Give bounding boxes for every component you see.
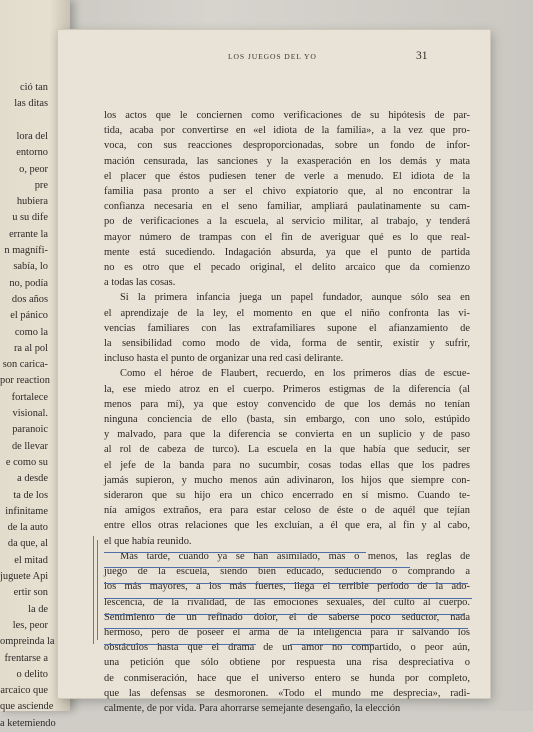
paragraph	[104, 108, 470, 290]
text-line: juego de la escuela, siendo bien educado, seduciendo o comprando a	[104, 566, 470, 578]
text-line: no es otro que el pecado original, el delito arcaico que da comienzo	[104, 262, 470, 274]
left-page-line: arcaico que	[0, 685, 48, 697]
text-line: el que había reunido.	[104, 535, 192, 547]
text-line: que las defensas se desmoronen. «Todo el mundo me desprecia», radi-	[104, 687, 470, 699]
text-line: el aprendizaje de la ley, el momento en que el niño confronta las vi-	[104, 307, 470, 319]
left-page-line: de la auto	[7, 522, 48, 534]
left-page-line: visional.	[12, 408, 48, 419]
left-page-line: no, podía	[9, 277, 48, 289]
text-line: calmente, de por vida. Para ahorrarse semejante desengaño, la elección	[104, 702, 401, 714]
text-line: Como el héroe de Flaubert, recuerdo, en los primeros días de escue-	[120, 368, 470, 380]
text-line: hermoso, pero de poseer el arma de la inteligencia para ir salvando los	[104, 626, 470, 638]
running-head: LOS JUEGOS DEL YO	[228, 52, 317, 61]
text-line: de conmiseración, hace que el universo entero se hunda por completo,	[104, 672, 470, 684]
text-line: entre ellos otras relaciones que les excluían, a él que era, al fin y al cabo,	[104, 520, 470, 532]
text-line: jamás supieron, y mucho menos aún adivinaron, los hijos que siempre con-	[104, 474, 470, 486]
pen-margin-mark	[93, 536, 94, 644]
text-line: los actos que le conciernen como verificaciones de su hipótesis de par-	[104, 110, 470, 121]
text-line: Si la primera infancia juega un papel fundador, aunque sólo sea en	[120, 292, 470, 304]
left-page-line: juguete Api	[0, 571, 49, 582]
pen-underline	[104, 598, 472, 599]
left-page-line: lora del	[16, 130, 48, 142]
left-page-line: o delito	[16, 668, 48, 680]
text-line: el placer que éstos pudiesen tener de verle a menudo. El idiota de la	[104, 170, 470, 182]
pen-margin-mark	[97, 540, 98, 640]
text-line: menos para mí), ya que estoy convencido de que los demás no tenían	[104, 398, 470, 410]
text-line: ninguna conciencia de ello (basta, sin embargo, con uno solo, estúpido	[104, 414, 470, 426]
left-page-line: e como su	[5, 456, 48, 468]
left-page-line: el pánico	[10, 310, 48, 322]
text-line: familia pasa pronto a ser el chivo expiatorio que, al no encontrar la	[104, 186, 470, 198]
text-line: la sensibilidad como modo de vida, forma de sentir, existir y sufrir,	[104, 338, 470, 350]
left-page-line: sabía, lo	[13, 261, 48, 273]
text-line: los más mayores, a los más fuertes, llega el terrible período de la ado-	[104, 581, 470, 593]
left-page-line: pre	[34, 179, 48, 191]
page-number: 31	[416, 50, 428, 62]
left-page-line: les, peor	[12, 619, 48, 631]
text-line: po de verificaciones a la escuela, al servicio militar, al trabajo, y tenderá	[104, 216, 470, 228]
text-line: incluso hasta el punto de organizar una red casi delirante.	[104, 353, 344, 365]
left-page-line: como la	[14, 326, 48, 338]
text-line: Más tarde, cuando ya se han asimilado, más o menos, las reglas de	[120, 550, 470, 562]
left-page-line: errante la	[9, 228, 48, 240]
text-line: la, ese miedo atroz en el cuerpo. Primeros estigmas de la diferencia (al	[104, 383, 470, 395]
left-page-line: de llevar	[11, 440, 48, 452]
left-page-line: ra al pol	[13, 342, 48, 354]
text-line: y malvado, para que la diferencia se convierta en un suplicio y de paso	[104, 429, 470, 441]
paragraph	[104, 549, 470, 716]
text-line: Sentimiento de un refinado dolor, el de saberse poco seductor, nada	[104, 611, 470, 623]
left-page-line: son carica-	[2, 359, 48, 371]
left-page-line: entorno	[16, 147, 48, 159]
left-page-line: las ditas	[14, 98, 48, 110]
paragraph	[104, 366, 470, 548]
text-line: mente está sucediendo. Indagación absurda, ya que el punto de partida	[104, 246, 470, 258]
left-page-line: o, peor	[19, 163, 48, 175]
left-page-line: ta de los	[13, 489, 48, 501]
pen-underline	[104, 583, 468, 584]
text-line: tida, acaba por convertirse en «el idiota de la familia», a la vez que pro-	[104, 125, 470, 137]
left-page-line: la de	[28, 603, 48, 615]
pen-underline	[104, 644, 256, 645]
left-page-line: que asciende	[0, 701, 54, 713]
text-line: confianza necesaria en el seno familiar, ampliará paulatinamente su cam-	[104, 201, 470, 213]
left-page-line: u su dife	[12, 212, 48, 224]
left-page-line: da que, al	[7, 538, 48, 550]
text-line: mayor número de trampas con el fin de averiguar qué es lo que real-	[104, 231, 470, 243]
left-page-line: dos años	[11, 293, 48, 305]
pen-underline	[104, 614, 464, 615]
text-line: vencias familiares con las extrafamiliares supone el afianzamiento de	[104, 322, 470, 334]
left-page-line: el mitad	[14, 554, 48, 566]
paragraph	[104, 290, 470, 366]
left-page-line: paranoic	[12, 424, 48, 436]
left-page-line: frentarse a	[4, 652, 48, 664]
text-line: voca, con sus reacciones desproporcionadas, sobre un fondo de infor-	[104, 140, 470, 152]
pen-underline	[104, 567, 410, 568]
left-page-line: a ketemiendo	[0, 717, 56, 729]
text-line: obstáculos hasta que el drama de un amor no compartido, o peor aún,	[104, 642, 470, 654]
text-line: el jefe de la banda para no sucumbir, cosas todas ellas que los padres	[104, 459, 470, 471]
pen-underline	[104, 552, 366, 553]
text-line: lescencia, de la rivalidad, de las emociones sexuales, del culto al cuerpo.	[104, 596, 470, 608]
left-page-line: ció tan	[20, 82, 48, 93]
left-page-line: ompreinda la	[0, 636, 55, 648]
body-text	[104, 108, 470, 716]
text-line: una petición que sólo obtiene por respuesta una risa despreciativa o	[104, 657, 470, 669]
text-line: mación censurada, las sanciones y la exasperación en los demás y mata	[104, 155, 470, 167]
left-page-line: n magnífi-	[4, 245, 48, 256]
text-line: a todas las cosas.	[104, 277, 176, 289]
text-line: nía amigos extraños, era para estar celoso de éste o de aquél que tejían	[104, 505, 470, 517]
text-line: al rol de cabeza de turco). La escuela en la que había que seducir, ser	[104, 444, 470, 456]
left-page-line: fortalece	[11, 391, 48, 403]
left-page-line: infinitame	[5, 505, 48, 517]
text-line: sideraron que su hijo era un chico encerrado en sí mismo. Cuando te-	[104, 490, 470, 502]
pen-underline	[290, 644, 374, 645]
left-page-line: por reaction	[0, 375, 50, 387]
left-page-line: a desde	[17, 473, 48, 485]
left-page-line: hubiera	[16, 196, 48, 208]
pen-underline	[104, 628, 468, 629]
left-page-line: ertir son	[13, 587, 48, 599]
